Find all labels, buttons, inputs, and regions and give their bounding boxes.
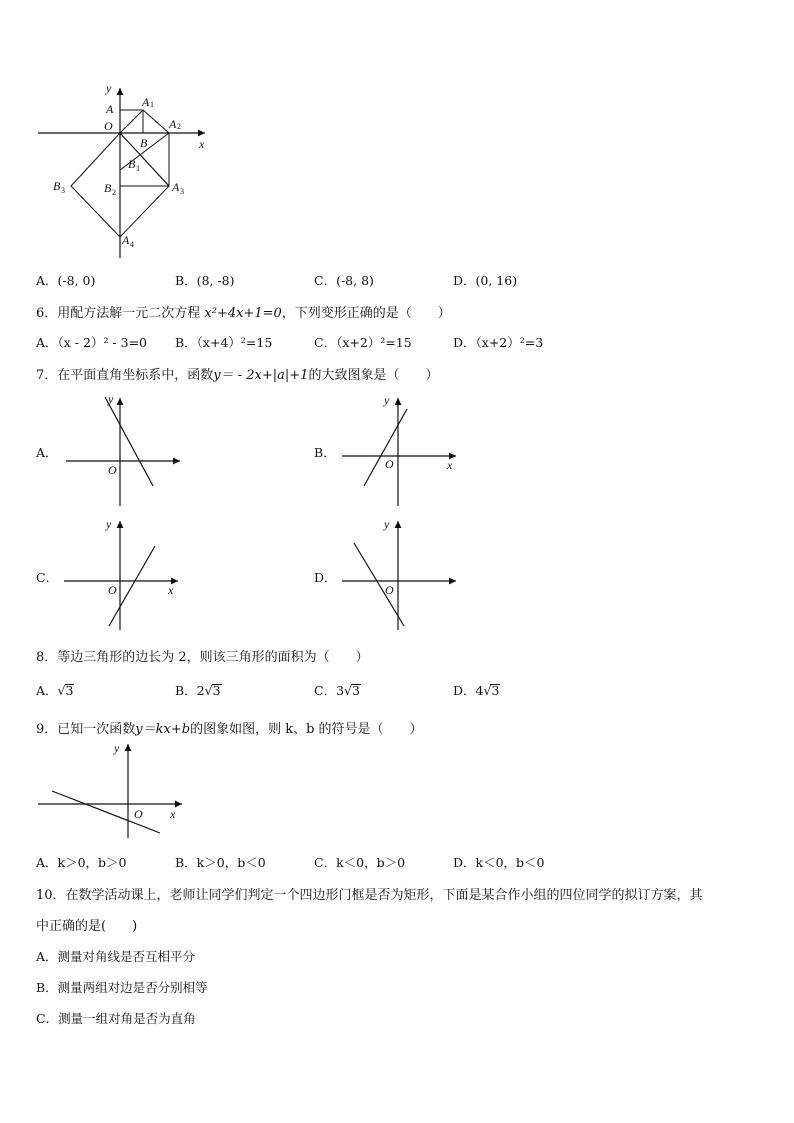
q7-graph-d[interactable] xyxy=(338,515,468,633)
q6-option-c[interactable]: C．（x+2）²=15 xyxy=(314,335,412,350)
q9-option-c[interactable]: C．k＜0，b＞0 xyxy=(314,855,406,870)
svg-text:O: O xyxy=(385,583,394,597)
q6-option-b[interactable]: B．（x+4）²=15 xyxy=(175,335,273,350)
q7-stem xyxy=(36,364,438,383)
q5-option-d[interactable]: D．(0, 16) xyxy=(453,273,518,288)
q6-stem-text: 6．用配方法解一元二次方程 xyxy=(36,306,205,321)
sqrt-icon: √ xyxy=(57,683,66,698)
label-A4: A xyxy=(122,233,130,247)
q6-stem-suffix: ，下列变形正确的是（ ） xyxy=(281,306,451,321)
sqrt-icon: √ xyxy=(344,683,352,698)
q8-option-d[interactable]: D．4√3 xyxy=(453,683,500,698)
q7-option-b-label[interactable]: B． xyxy=(314,445,336,460)
segment-A1-A2 xyxy=(143,110,169,133)
q9-equation: y＝kx+b xyxy=(135,722,191,737)
label-O: O xyxy=(104,119,113,133)
q6-option-a[interactable]: A．（x - 2）² - 3=0 xyxy=(36,335,148,350)
q9-figure xyxy=(34,738,189,840)
label-B1-sub: 1 xyxy=(136,164,140,173)
q7-stem-text: 7．在平面直角坐标系中，函数 xyxy=(36,368,214,383)
label-A4-sub: 4 xyxy=(130,240,134,249)
label-A2-sub: 2 xyxy=(177,122,181,131)
svg-text:y: y xyxy=(108,392,114,406)
q9-line xyxy=(52,791,160,833)
q7-option-d-label[interactable]: D． xyxy=(314,570,337,585)
label-B3: B xyxy=(53,179,61,193)
label-A3-sub: 3 xyxy=(180,187,184,196)
q10-stem-line1: 10．在数学活动课上，老师让同学们判定一个四边形门框是否为矩形，下面是某合作小组的四位同学的拟订方案，其 xyxy=(36,888,703,903)
svg-text:O: O xyxy=(134,807,143,821)
q7-graph-c[interactable] xyxy=(60,515,190,633)
y-axis-arrow xyxy=(117,88,124,95)
q7-d-line xyxy=(354,543,404,626)
q5-option-a[interactable]: A．(-8, 0) xyxy=(36,273,96,288)
svg-text:x: x xyxy=(447,458,453,472)
q7-option-c-label[interactable]: C． xyxy=(36,570,59,585)
q10-option-a[interactable]: A．测量对角线是否互相平分 xyxy=(36,949,196,964)
label-B3-sub: 3 xyxy=(61,186,65,195)
svg-text:O: O xyxy=(385,457,394,471)
svg-text:x: x xyxy=(168,583,174,597)
q10-option-b[interactable]: B．测量两组对边是否分别相等 xyxy=(36,980,208,995)
q6-stem xyxy=(36,302,451,321)
q9-option-d[interactable]: D．k＜0，b＜0 xyxy=(453,855,545,870)
q7-b-line xyxy=(364,409,407,486)
q8-option-b[interactable]: B．2√3 xyxy=(175,683,221,698)
label-A3: A xyxy=(172,180,180,194)
svg-text:y: y xyxy=(384,393,390,407)
q5-figure xyxy=(30,78,230,258)
label-y: y xyxy=(106,81,112,95)
q7-option-a-label[interactable]: A． xyxy=(36,445,58,460)
x-axis-arrow xyxy=(198,130,205,137)
q7-equation: y＝ - 2x+|a|+1 xyxy=(213,368,309,383)
q7-stem-suffix: 的大致图象是（ ） xyxy=(308,368,439,383)
q9-stem-text: 9．已知一次函数 xyxy=(36,722,136,737)
label-A: A xyxy=(106,102,114,116)
label-B2-sub: 2 xyxy=(112,188,116,197)
label-A2: A xyxy=(169,117,177,131)
sqrt-icon: √ xyxy=(204,683,213,698)
label-B: B xyxy=(140,136,148,150)
q8-option-a[interactable]: A．√3 xyxy=(36,683,74,698)
q9-option-a[interactable]: A．k＞0，b＞0 xyxy=(36,855,127,870)
label-x: x xyxy=(199,137,205,151)
q6-equation: x²+4x+1=0 xyxy=(204,306,282,321)
label-A1: A xyxy=(142,95,150,109)
q7-graph-a[interactable] xyxy=(60,392,190,510)
sqrt-icon: √ xyxy=(483,683,492,698)
segment-O-A1 xyxy=(120,110,143,133)
svg-text:y: y xyxy=(106,517,112,531)
q8-option-c[interactable]: C．3√3 xyxy=(314,683,360,698)
svg-text:O: O xyxy=(108,463,117,477)
label-B1: B xyxy=(128,157,136,171)
q9-option-b[interactable]: B．k＞0，b＜0 xyxy=(175,855,266,870)
q10-option-c[interactable]: C．测量一组对角是否为直角 xyxy=(36,1011,196,1026)
q7-graph-b[interactable] xyxy=(338,392,468,510)
q10-stem-line2: 中正确的是( ) xyxy=(36,919,138,934)
q5-option-c[interactable]: C．(-8, 8) xyxy=(314,273,374,288)
label-B2: B xyxy=(104,181,112,195)
label-A1-sub: 1 xyxy=(150,100,154,109)
q9-stem xyxy=(36,718,423,737)
q6-option-d[interactable]: D．（x+2）²=3 xyxy=(453,335,544,350)
svg-text:O: O xyxy=(108,583,117,597)
q9-stem-suffix: 的图象如图，则 k、b 的符号是（ ） xyxy=(190,722,423,737)
q8-stem: 8．等边三角形的边长为 2，则该三角形的面积为（ ） xyxy=(36,650,369,665)
svg-text:x: x xyxy=(170,807,176,821)
svg-text:y: y xyxy=(114,741,120,755)
svg-text:y: y xyxy=(384,517,390,531)
q5-option-b[interactable]: B．(8, -8) xyxy=(175,273,235,288)
